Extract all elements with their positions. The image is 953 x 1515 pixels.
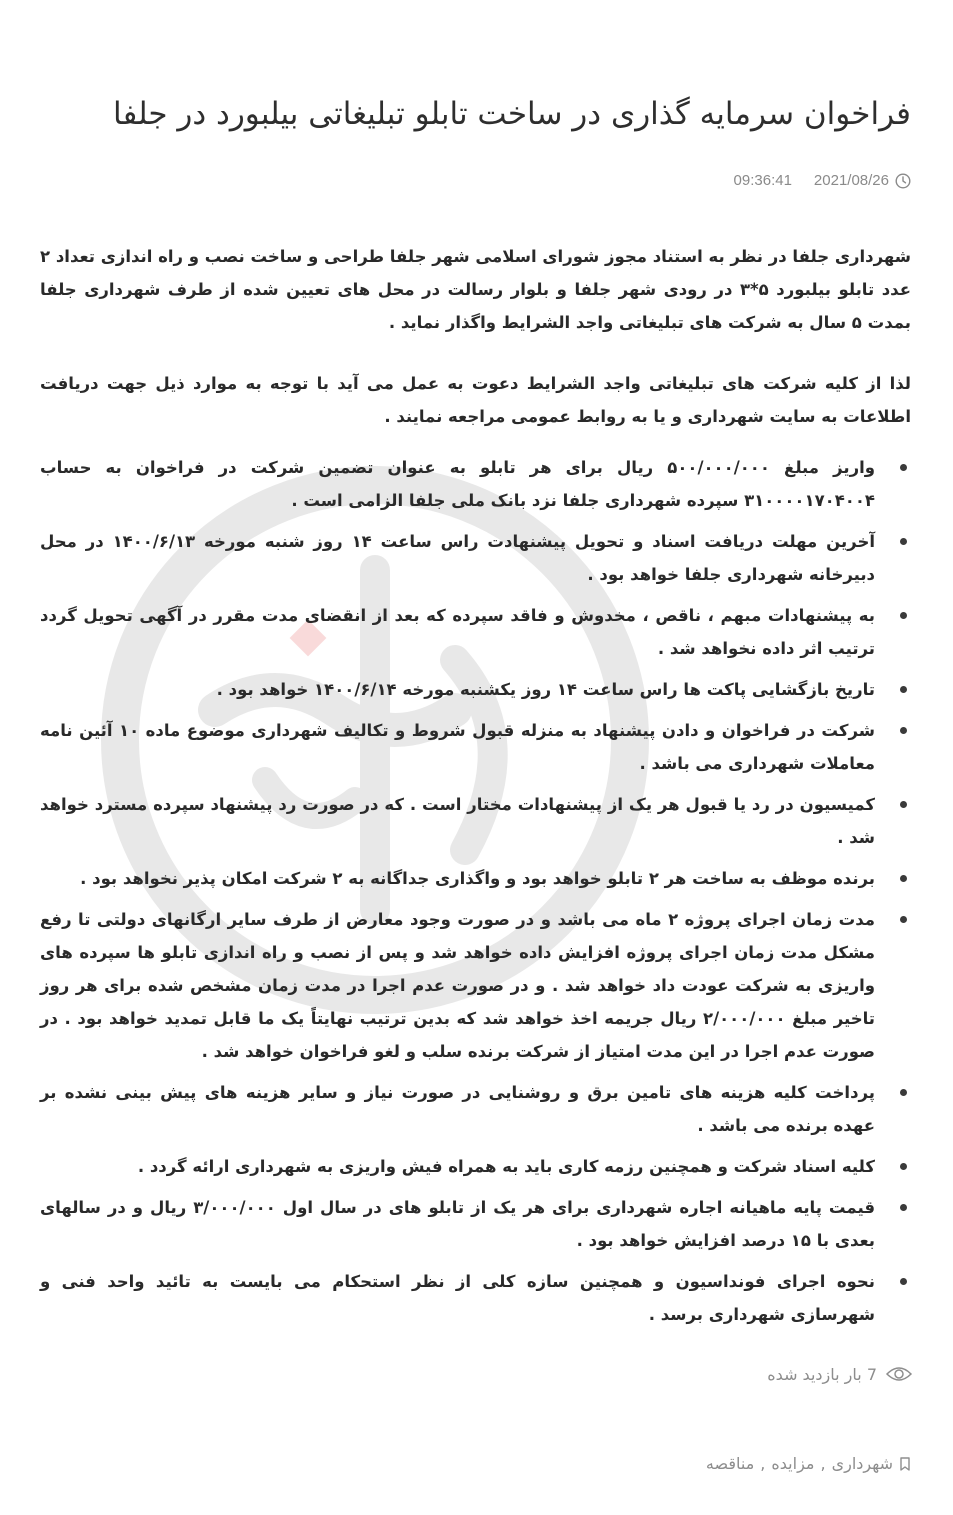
bullet-icon xyxy=(900,1204,907,1211)
list-item-text: پرداخت کلیه هزینه های تامین برق و روشنایی در صورت نیاز و سایر هزینه های پیش بینی نشده بر عهده برنده می باشد . xyxy=(40,1083,875,1135)
list-item xyxy=(40,788,911,854)
view-count-label: 7 بار بازدید شده xyxy=(767,1364,877,1384)
list-item xyxy=(40,714,911,780)
list-item-text: شرکت در فراخوان و دادن پیشنهاد به منزله قبول شروط و تکالیف شهرداری موضوع ماده ۱۰ آئین نامه معاملات شهرداری می باشد . xyxy=(40,721,875,773)
list-item xyxy=(40,1150,911,1183)
tag-separator: , xyxy=(760,1454,766,1473)
tag-link[interactable]: مناقصه xyxy=(705,1454,755,1473)
bullet-icon xyxy=(900,875,907,882)
bullet-icon xyxy=(900,686,907,693)
bullet-icon xyxy=(900,727,907,734)
bullet-icon xyxy=(900,1278,907,1285)
post-meta xyxy=(734,172,911,189)
list-item-text: مدت زمان اجرای پروژه ۲ ماه می باشد و در صورت وجود معارض از طرف سایر ارگانهای دولتی تا رفع مشکل مدت زمان اجرای پروژه افزایش داده خواهد شد و پس از نصب و راه اندازی تابلو ها سپرده های واریزی به شرکت عودت داد خواهد شد . و در صورت عدم اجرا در مدت زمان مشخص شده برای هر روز تاخیر مبلغ ۲/۰۰۰/۰۰۰ ریال جریمه اخذ خواهد شد که بدین ترتیب نهایتاً یک ما قابل تمدید خواهد بود . در صورت عدم اجرا در این مدت امتیاز از شرکت برنده سلب و لغو فراخوان خواهد شد . xyxy=(40,910,875,1061)
list-item xyxy=(40,1076,911,1142)
bullet-icon xyxy=(900,801,907,808)
bullet-icon xyxy=(900,538,907,545)
list-item xyxy=(40,599,911,665)
list-item xyxy=(40,1191,911,1257)
post-date-wrap xyxy=(814,172,911,189)
list-item xyxy=(40,451,911,517)
invite-paragraph: لذا از کلیه شرکت های تبلیغاتی واجد الشرایط دعوت به عمل می آید با توجه به موارد ذیل جهت دریافت اطلاعات به سایت شهرداری و یا به روابط عمومی مراجعه نمایند . xyxy=(40,374,911,426)
bullet-icon xyxy=(900,916,907,923)
bullet-icon xyxy=(900,612,907,619)
tag-link[interactable]: مزایده xyxy=(771,1454,815,1473)
tag-link[interactable]: شهرداری xyxy=(831,1454,893,1473)
eye-icon xyxy=(885,1364,913,1384)
list-item xyxy=(40,1265,911,1331)
conditions-list xyxy=(40,451,911,1331)
page-title: فراخوان سرمایه گذاری در ساخت تابلو تبلیغاتی بیلبورد در جلفا xyxy=(113,96,911,132)
bullet-icon xyxy=(900,464,907,471)
list-item xyxy=(40,525,911,591)
list-item xyxy=(40,862,911,895)
tag-list xyxy=(706,1454,911,1473)
list-item-text: کمیسیون در رد یا قبول هر یک از پیشنهادات مختار است . که در صورت رد پیشنهاد سپرده مسترد خواهد شد . xyxy=(40,795,875,847)
bullet-icon xyxy=(900,1089,907,1096)
list-item-text: تاریخ بازگشایی پاکت ها راس ساعت ۱۴ روز یکشنبه مورخه ۱۴۰۰/۶/۱۴ خواهد بود . xyxy=(216,680,875,699)
list-item xyxy=(40,673,911,706)
list-item-text: برنده موظف به ساخت هر ۲ تابلو خواهد بود و واگذاری جداگانه به ۲ شرکت امکان پذیر نخواهد بود . xyxy=(80,869,875,888)
list-item-text: واریز مبلغ ۵۰۰/۰۰۰/۰۰۰ ریال برای هر تابلو به عنوان تضمین شرکت در فراخوان به حساب ۳۱۰۰۰۰۱۷۰۴۰۰۴ سپرده شهرداری جلفا نزد بانک ملی جلفا الزامی است . xyxy=(40,458,875,510)
bullet-icon xyxy=(900,1163,907,1170)
list-item xyxy=(40,903,911,1068)
tag-separator: , xyxy=(820,1454,826,1473)
list-item-text: قیمت پایه ماهیانه اجاره شهرداری برای هر یک از تابلو های در سال اول ۳/۰۰۰/۰۰۰ ریال و در سالهای بعدی با ۱۵ درصد افزایش خواهد بود . xyxy=(40,1198,875,1250)
list-item-text: به پیشنهادات مبهم ، ناقص ، مخدوش و فاقد سپرده که بعد از انقضای مدت مقرر در آگهی تحویل گردد ترتیب اثر داده نخواهد شد . xyxy=(40,606,875,658)
intro-paragraph: شهرداری جلفا در نظر به استناد مجوز شورای اسلامی شهر جلفا طراحی و ساخت نصب و راه اندازی تعداد ۲ عدد تابلو بیلبورد ۵*۳ در رودی شهر جلفا و بلوار رسالت در محل های تعیین شده از طرف شهرداری جلفا بمدت ۵ سال به شرکت های تبلیغاتی واجد الشرایط واگذار نماید . xyxy=(40,247,911,332)
post-time: 09:36:41 xyxy=(733,172,792,189)
view-count xyxy=(767,1364,913,1384)
post-date: 2021/08/26 xyxy=(813,172,889,189)
clock-icon xyxy=(895,173,911,189)
article-body xyxy=(40,240,911,1339)
bookmark-icon xyxy=(899,1457,911,1471)
list-item-text: کلیه اسناد شرکت و همچنین رزمه کاری باید به همراه فیش واریزی به شهرداری ارائه گردد . xyxy=(137,1157,875,1176)
list-item-text: آخرین مهلت دریافت اسناد و تحویل پیشنهادت راس ساعت ۱۴ روز شنبه مورخه ۱۴۰۰/۶/۱۳ در محل دبیرخانه شهرداری جلفا خواهد بود . xyxy=(40,532,875,584)
list-item-text: نحوه اجرای فونداسیون و همچنین سازه کلی از نظر استحکام می بایست به تائید واحد فنی و شهرسازی شهرداری برسد . xyxy=(40,1272,875,1324)
